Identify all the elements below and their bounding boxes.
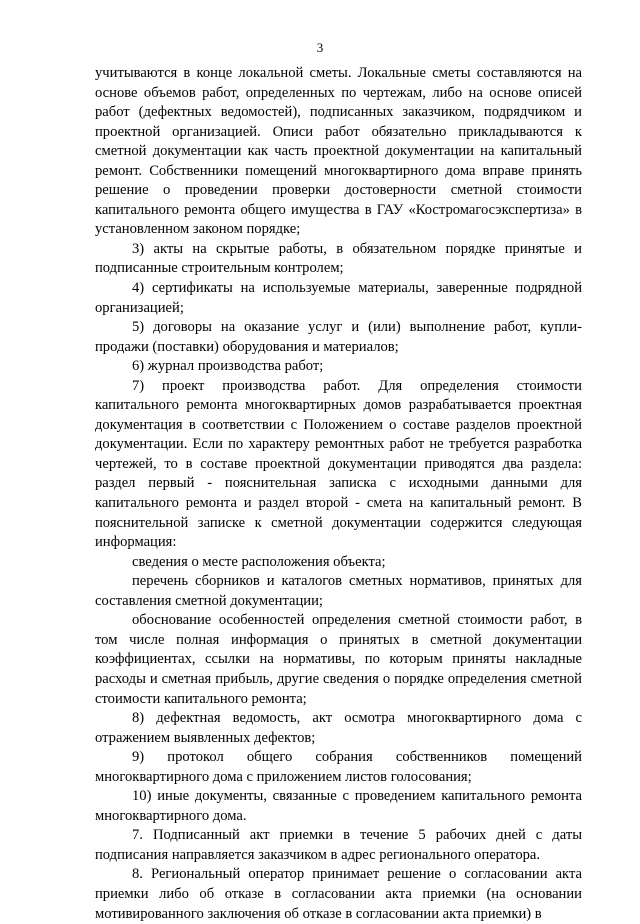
paragraph-item-6: 6) журнал производства работ;	[132, 358, 324, 375]
paragraph-subitem-location: сведения о месте расположения объекта;	[132, 553, 386, 570]
paragraph-section-8: 8. Региональный оператор принимает решение о согласовании акта приемки либо об отказе в согласовании акта приемки (на основании мотивированного заключения об отказе в согласовании акта приемки) в	[95, 866, 582, 922]
paragraph-item-9: 9) протокол общего собрания собственников помещений многоквартирного дома с приложением листов голосования;	[95, 749, 582, 785]
page-number: 3	[316, 40, 324, 55]
paragraph-subitem-norms: перечень сборников и каталогов сметных нормативов, принятых для составления сметной документации;	[95, 573, 582, 609]
paragraph-item-10: 10) иные документы, связанные с проведением капитального ремонта многоквартирного дома.	[95, 788, 582, 824]
paragraph-continuation: учитываются в конце локальной сметы. Локальные сметы составляются на основе объемов работ, определенных по чертежам, либо на основе описей работ (дефектных ведомостей), подписанных заказчиком, подрядчиком и проектной организацией. Описи работ обязательно прикладываются к сметной документации как часть проектной документации на капитальный ремонт. Собственники помещений многоквартирного дома вправе принять решение о проведении проверки достоверности сметной стоимости капитального ремонта общего имущества в ГАУ «Костромагосэкспертиза» в установленном законом порядке;	[95, 65, 582, 238]
paragraph-subitem-justification: обоснование особенностей определения сметной стоимости работ, в том числе полная информация о принятых в сметной документации коэффициентах, ссылки на нормативы, по которым приняты накладные расходы и сметная прибыль, другие сведения о порядке определения сметной стоимости капитального ремонта;	[95, 612, 582, 707]
paragraph-item-4: 4) сертификаты на используемые материалы, заверенные подрядной организацией;	[95, 280, 582, 316]
document-body	[95, 64, 582, 924]
paragraph-item-5: 5) договоры на оказание услуг и (или) выполнение работ, купли-продажи (поставки) оборудования и материалов;	[95, 319, 582, 355]
paragraph-item-7: 7) проект производства работ. Для определения стоимости капитального ремонта многоквартирных домов разрабатывается проектная документация в соответствии с Положением о составе разделов проектной документации. Если по характеру ремонтных работ не требуется разработка чертежей, то в составе проектной документации приводятся два раздела: раздел первый - пояснительная записка с исходными данными для капитального ремонта и раздел второй - смета на капитальный ремонт. В пояснительной записке к сметной документации содержится следующая информация:	[95, 377, 582, 551]
paragraph-item-3: 3) акты на скрытые работы, в обязательном порядке принятые и подписанные строительным контролем;	[95, 240, 582, 277]
paragraph-section-7: 7. Подписанный акт приемки в течение 5 рабочих дней с даты подписания направляется заказчиком в адрес регионального оператора.	[95, 827, 582, 863]
paragraph-item-8: 8) дефектная ведомость, акт осмотра многоквартирного дома с отражением выявленных дефектов;	[95, 710, 582, 746]
